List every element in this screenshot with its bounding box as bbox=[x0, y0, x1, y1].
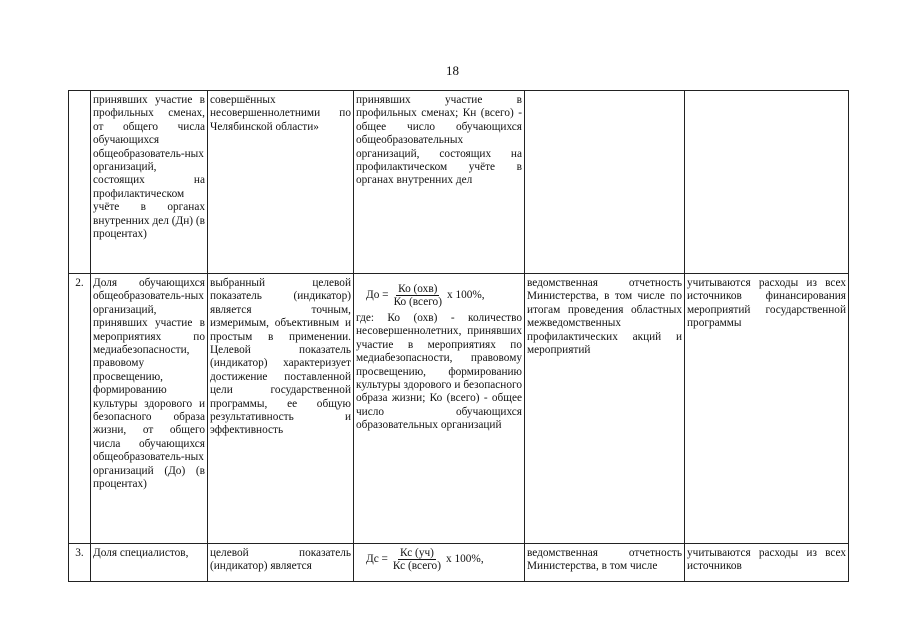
calculation-method: принявших участие в профильных сменах; Кн (всего) - общее число обучающихся общеобразовательных организаций, состоящих на профилактическом учёте в органах внутренних дел bbox=[354, 91, 525, 274]
indicator-rationale: выбранный целевой показатель (индикатор) является точным, измеримым, объективным и простым в применении. Целевой показатель (индикатор) характеризует достижение поставленной цели государственной программы, ее общую результативность и эффективность bbox=[208, 274, 354, 544]
formula-denominator: Ко (всего) bbox=[393, 296, 442, 308]
row-number: 3. bbox=[69, 544, 91, 582]
calculation-method bbox=[354, 544, 525, 582]
formula-numerator: Ко (охв) bbox=[398, 283, 438, 295]
formula-explanation: где: Ко (охв) - количество несовершеннолетних, принявших участие в мероприятиях по медиабезопасности, правовому просвещению, формированию культуры здорового и безопасного образа жизни; Ко (всего) - общее число обучающихся образовательных организаций bbox=[356, 312, 522, 432]
row-number: 2. bbox=[69, 274, 91, 544]
indicator-rationale: совершённых несовершеннолетними по Челябинской области» bbox=[208, 91, 354, 274]
calculation-method bbox=[354, 274, 525, 544]
indicator-name: Доля обучающихся общеобразователь-ных организаций, принявших участие в мероприятиях по медиабезопасности, правовому просвещению, формированию культуры здорового и безопасного образа жизни, от общего числа обучающихся общеобразователь-ных организаций (До) (в процентах) bbox=[91, 274, 208, 544]
formula-lhs: Дс = bbox=[366, 552, 388, 565]
funding-note: учитываются расходы из всех источников bbox=[685, 544, 849, 582]
indicator-rationale: целевой показатель (индикатор) является bbox=[208, 544, 354, 582]
data-source: ведомственная отчетность Министерства, в том числе по итогам проведения областных межведомственных профилактических акций и мероприятий bbox=[525, 274, 685, 544]
table-row bbox=[69, 91, 849, 274]
formula-fraction bbox=[391, 547, 443, 572]
formula-rhs: х 100%, bbox=[445, 552, 484, 565]
indicator-name: Доля специалистов, bbox=[91, 544, 208, 582]
page-number: 18 bbox=[446, 63, 459, 78]
table-row bbox=[69, 544, 849, 582]
table-row bbox=[69, 274, 849, 544]
indicator-table bbox=[68, 90, 849, 582]
formula bbox=[366, 547, 522, 572]
formula-rhs: х 100%, bbox=[446, 288, 485, 301]
data-source bbox=[525, 91, 685, 274]
formula-denominator: Кс (всего) bbox=[392, 560, 441, 572]
formula-numerator: Кс (уч) bbox=[399, 547, 434, 559]
formula-fraction bbox=[392, 283, 444, 308]
funding-note bbox=[685, 91, 849, 274]
funding-note: учитываются расходы из всех источников финансирования мероприятий государственной программы bbox=[685, 274, 849, 544]
formula-lhs: До = bbox=[366, 288, 389, 301]
row-number bbox=[69, 91, 91, 274]
data-source: ведомственная отчетность Министерства, в том числе bbox=[525, 544, 685, 582]
indicator-name: принявших участие в профильных сменах, от общего числа обучающихся общеобразователь-ных организаций, состоящих на профилактическом учёте в органах внутренних дел (Дн) (в процентах) bbox=[91, 91, 208, 274]
formula bbox=[366, 283, 522, 308]
